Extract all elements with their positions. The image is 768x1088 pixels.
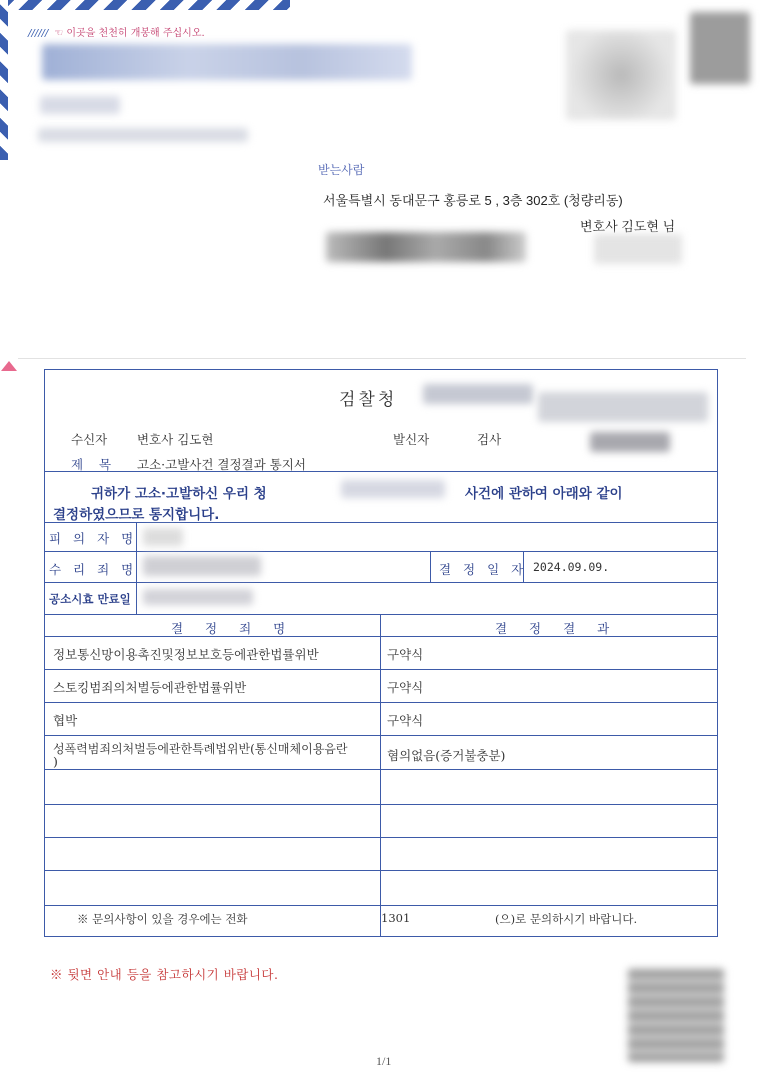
- table-row-charge: 성폭력범죄의처벌등에관한특례법위반(통신매체이용음란: [53, 742, 348, 756]
- form-rule: [45, 669, 717, 670]
- table-row-charge-cont: ): [53, 754, 58, 769]
- form-rule: [45, 702, 717, 703]
- envelope-stripe: [0, 0, 290, 10]
- envelope-stripe-left: [0, 0, 8, 160]
- redacted-postmark: [690, 12, 750, 84]
- redacted-org-name: [423, 384, 533, 404]
- table-row-charge: 정보통신망이용촉진및정보보호등에관한법률위반: [53, 647, 319, 662]
- redacted-sender-name: [590, 432, 670, 452]
- table-header-result: 결 정 결 과: [495, 621, 619, 636]
- recipient-field-label: 수신자: [71, 432, 108, 447]
- corner-mark: [1, 361, 17, 371]
- hand-pointer-icon: ☜: [54, 28, 67, 39]
- redacted-case-number: [341, 480, 445, 498]
- redacted-limitation-date: [143, 589, 253, 605]
- redacted-suspect: [143, 528, 183, 546]
- form-rule: [45, 551, 717, 552]
- sender-field-label: 발신자: [393, 432, 430, 447]
- decision-date-label: 결 정 일 자: [439, 562, 528, 577]
- subject-field-label: 제 목: [71, 457, 118, 472]
- redacted-postcode: [594, 234, 682, 264]
- inquiry-prefix: ※ 문의사항이 있을 경우에는 전화: [77, 912, 248, 926]
- redacted-stamp: [566, 30, 676, 120]
- recipient-label: 받는사람: [318, 163, 365, 177]
- redacted-sender-block: [42, 44, 412, 80]
- envelope-open-notice: ////// ☜ 이곳을 천천히 개봉해 주십시오.: [28, 28, 205, 39]
- charge-label: 수 리 죄 명: [49, 562, 138, 577]
- table-row-result: 구약식: [387, 713, 424, 728]
- table-row-charge: 스토킹범죄의처벌등에관한법률위반: [53, 680, 247, 695]
- notice-lead-line1-cont: 사건에 관하여 아래와 같이: [465, 486, 623, 502]
- suspect-label: 피 의 자 명: [49, 531, 138, 546]
- table-row-result: 혐의없음(증거불충분): [387, 748, 506, 763]
- recipient-name: 변호사 김도현 님: [580, 219, 676, 234]
- form-rule: [45, 936, 717, 937]
- table-row-result: 구약식: [387, 647, 424, 662]
- decision-notice-form: [44, 369, 718, 937]
- inquiry-suffix: (으)로 문의하시기 바랍니다.: [495, 912, 638, 926]
- page-edge: [18, 358, 746, 359]
- table-row-result: 구약식: [387, 680, 424, 695]
- form-rule: [45, 582, 717, 583]
- recipient-field-value: 변호사 김도현: [137, 432, 214, 447]
- redacted-sender-line: [38, 128, 248, 142]
- envelope-slash-marks: //////: [28, 28, 49, 39]
- form-rule: [45, 735, 717, 736]
- redacted-sender-line: [40, 96, 120, 114]
- redacted-charge: [143, 556, 261, 576]
- recipient-address: 서울특별시 동대문구 홍릉로 5 , 3층 302호 (청량리동): [323, 193, 623, 208]
- back-notice: ※ 뒷면 안내 등을 참고하시기 바랍니다.: [50, 967, 279, 982]
- decision-date-value: 2024.09.09.: [533, 560, 610, 574]
- redacted-barcode: [326, 232, 526, 262]
- form-rule: [380, 614, 381, 936]
- table-row-charge: 협박: [53, 713, 78, 728]
- inquiry-phone: 1301: [381, 911, 411, 925]
- redacted-sender-name: [538, 392, 708, 422]
- page-number: 1/1: [376, 1054, 392, 1068]
- notice-lead-line1: 귀하가 고소·고발하신 우리 청: [91, 486, 267, 502]
- limitation-label: 공소시효 만료일: [49, 592, 131, 606]
- form-rule: [45, 769, 717, 770]
- form-rule: [45, 804, 717, 805]
- form-rule: [45, 837, 717, 838]
- sender-field-value: 검사: [477, 432, 502, 447]
- form-rule: [45, 905, 717, 906]
- form-rule: [430, 551, 431, 582]
- form-rule: [45, 614, 717, 615]
- form-rule: [45, 870, 717, 871]
- table-header-charge: 결 정 죄 명: [171, 621, 295, 636]
- notice-lead-line2: 결정하였으므로 통지합니다.: [53, 507, 220, 523]
- subject-field-value: 고소·고발사건 결정결과 통지서: [137, 457, 306, 472]
- redacted-qr-code: [628, 968, 724, 1062]
- organization-title: 검찰청: [339, 390, 398, 410]
